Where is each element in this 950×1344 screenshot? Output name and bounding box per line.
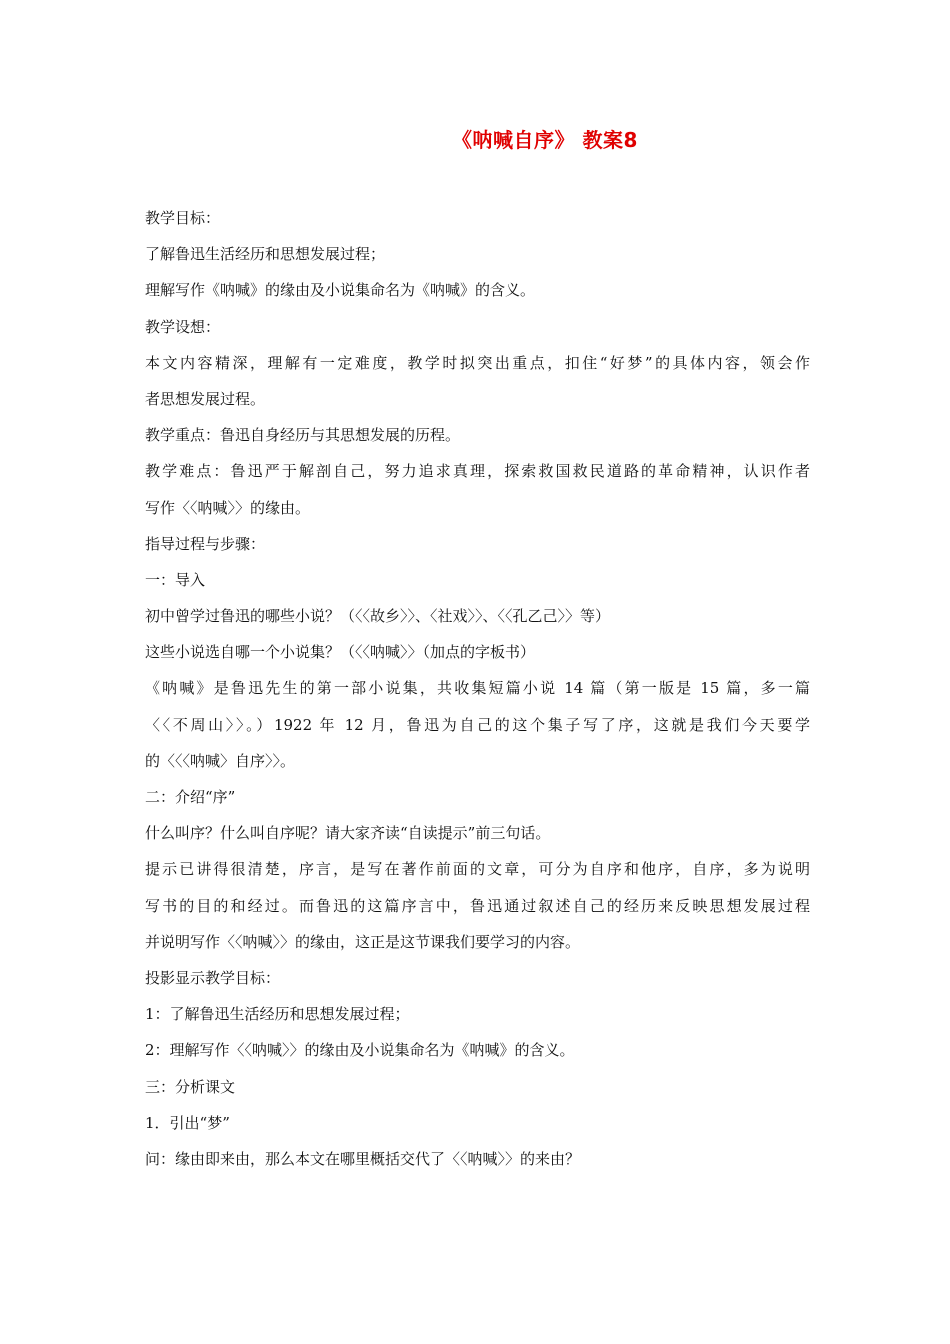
text-line: 1．引出“梦”: [145, 1113, 230, 1132]
text-line: 教学设想：: [145, 317, 221, 336]
document-body: [145, 200, 810, 1177]
text-line: 2：理解写作〈〈呐喊〉〉的缘由及小说集命名为《呐喊》的含义。: [145, 1041, 575, 1060]
text-line: 理解写作《呐喊》的缘由及小说集命名为《呐喊》的含义。: [145, 281, 536, 300]
text-line: 的〈〈〈呐喊〉自序〉〉。: [145, 751, 296, 770]
text-line: 〈〈不周山〉〉。）1922 年 12 月，鲁迅为自己的这个集子写了序，这就是我们今天要学: [145, 715, 810, 734]
text-line: 三：分析课文: [145, 1077, 236, 1096]
document-title: 《呐喊自序》 教案8: [452, 128, 638, 152]
text-line: 指导过程与步骤：: [145, 534, 266, 553]
text-line: 一：导入: [145, 570, 206, 589]
text-line: 教学目标：: [145, 209, 221, 227]
text-line: 1：了解鲁迅生活经历和思想发展过程；: [145, 1005, 410, 1024]
text-line: 写作〈〈呐喊〉〉的缘由。: [145, 498, 311, 517]
text-line: 什么叫序？什么叫自序呢？请大家齐读“自读提示”前三句话。: [145, 824, 551, 843]
text-line: 并说明写作〈〈呐喊〉〉的缘由，这正是这节课我们要学习的内容。: [145, 932, 581, 951]
text-line: 问：缘由即来由，那么本文在哪里概括交代了〈〈呐喊〉〉的来由？: [145, 1149, 581, 1168]
text-line: 二：介绍“序”: [145, 788, 236, 806]
text-line: 提示已讲得很清楚，序言，是写在著作前面的文章，可分为自序和他序，自序，多为说明: [145, 860, 810, 879]
text-line: 教学重点：鲁迅自身经历与其思想发展的历程。: [145, 426, 461, 445]
text-line: 《呐喊》是鲁迅先生的第一部小说集，共收集短篇小说 14 篇（第一版是 15 篇，多一篇: [145, 679, 810, 698]
text-line: 写书的目的和经过。而鲁迅的这篇序言中，鲁迅通过叙述自己的经历来反映思想发展过程: [145, 896, 810, 915]
text-line: 这些小说选自哪一个小说集？（〈〈呐喊〉〉（加点的字板书）: [145, 643, 536, 662]
text-line: 了解鲁迅生活经历和思想发展过程；: [145, 245, 386, 264]
text-line: 本文内容精深，理解有一定难度，教学时拟突出重点，扣住“好梦”的具体内容，领会作: [145, 353, 810, 372]
text-line: 者思想发展过程。: [145, 389, 266, 408]
text-line: 教学难点：鲁迅严于解剖自己，努力追求真理，探索救国救民道路的革命精神，认识作者: [145, 462, 810, 481]
text-line: 投影显示教学目标：: [145, 968, 281, 987]
text-line: 初中曾学过鲁迅的哪些小说？（〈〈故乡〉〉、〈社戏〉〉、〈〈孔乙己〉〉等）: [145, 607, 611, 626]
